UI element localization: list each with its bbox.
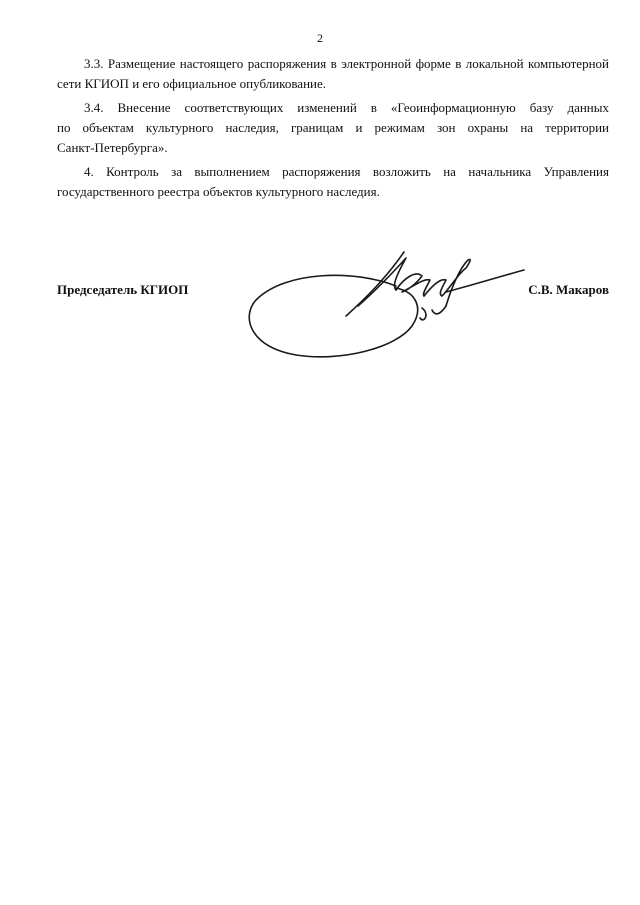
handwritten-signature	[246, 248, 526, 360]
paragraph-line: 3.3. Размещение настоящего распоряжения в электронной форме в локальной компьютерной	[84, 56, 609, 71]
page-number: 2	[317, 31, 323, 45]
paragraph-line: государственного реестра объектов культурного наследия.	[57, 184, 380, 199]
paragraph-line: сети КГИОП и его официальное опубликование.	[57, 76, 327, 91]
paragraph-3-4	[57, 98, 609, 158]
signatory-title: Председатель КГИОП	[57, 282, 189, 297]
paragraph-line: 3.4. Внесение соответствующих изменений в «Геоинформационную базу данных	[84, 100, 609, 115]
signature-block	[57, 280, 609, 300]
paragraph-line: по объектам культурного наследия, границам и режимам зон охраны на территории	[57, 120, 609, 135]
signatory-name: С.В. Макаров	[528, 282, 609, 297]
paragraph-3-3	[57, 54, 609, 94]
document-body	[57, 54, 609, 206]
paragraph-line: 4. Контроль за выполнением распоряжения возложить на начальника Управления	[84, 164, 609, 179]
paragraph-line: Санкт-Петербурга».	[57, 140, 168, 155]
paragraph-4	[57, 162, 609, 202]
